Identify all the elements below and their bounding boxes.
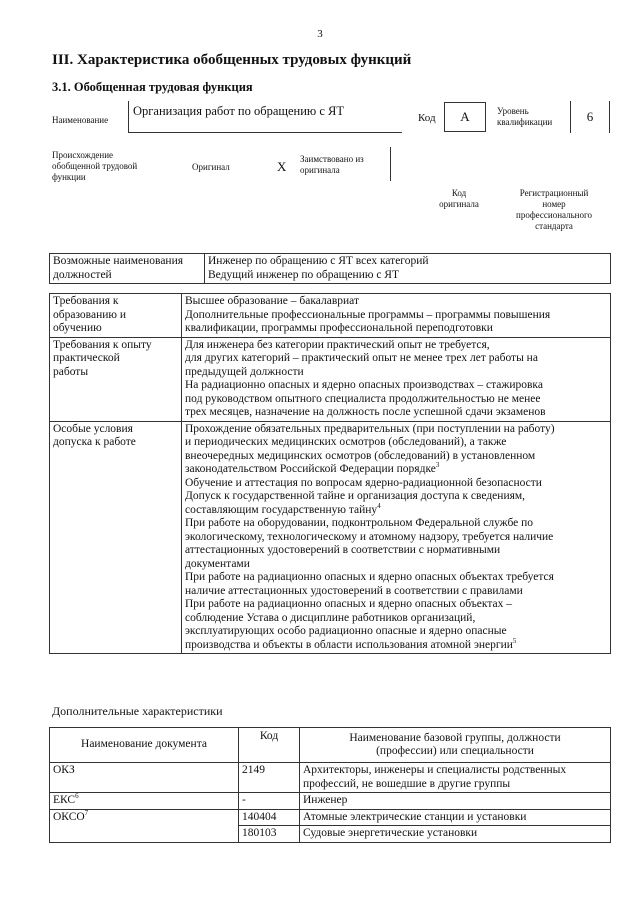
- requirement-value: [182, 294, 611, 338]
- footnote-mark: 3: [435, 461, 440, 470]
- document-cell: [50, 763, 239, 793]
- code-original-line-1: Код: [451, 188, 467, 198]
- requirement-line: [185, 490, 607, 504]
- requirement-line-text: Дополнительные профессиональные программы – программы повышения: [185, 308, 551, 321]
- page-number: 3: [317, 28, 323, 40]
- borrowed-label: [300, 154, 364, 176]
- original-label: Оригинал: [192, 162, 230, 172]
- requirement-line-text: При работе на радиационно опасных и ядерно опасных объектах –: [185, 598, 512, 610]
- requirement-line-text: При работе на оборудовании, подконтрольном Федеральной службе по: [185, 517, 534, 529]
- origin-label-line-2: обобщенной трудовой: [52, 161, 138, 171]
- requirement-line-text: документами: [185, 557, 250, 570]
- requirement-line-text: На радиационно опасных и ядерно опасных производствах – стажировка: [185, 379, 543, 391]
- requirement-label-line: Особые условия: [53, 422, 133, 435]
- requirement-line-text: соблюдение Устава о дисциплине работников организаций,: [185, 611, 476, 624]
- requirement-line-text: законодательством Российской Федерации порядке: [185, 463, 436, 475]
- requirement-line: [185, 393, 607, 407]
- origin-label-line-1: Происхождение: [52, 150, 114, 160]
- requirement-line-text: Обучение и аттестация по вопросам ядерно-радиационной безопасности: [185, 476, 542, 489]
- requirement-line-text: и периодических медицинских осмотров (обследований), а также: [185, 436, 507, 448]
- table-row: [50, 809, 611, 826]
- document-cell: [50, 793, 239, 810]
- requirement-line: [185, 612, 607, 626]
- header-code: Код: [239, 728, 300, 763]
- requirement-line-text: Высшее образование – бакалавриат: [185, 295, 359, 307]
- specialty-cell: [300, 763, 611, 793]
- positions-table: [49, 253, 611, 284]
- requirement-line: [185, 339, 607, 353]
- code-original-label: [424, 188, 494, 210]
- requirement-line-text: для других категорий – практический опыт не менее трех лет работы на: [185, 352, 538, 364]
- document-name: ОКСО: [53, 810, 85, 823]
- name-value: Организация работ по обращению с ЯТ: [133, 104, 345, 118]
- specialty-line: Атомные электрические станции и установки: [303, 810, 527, 823]
- positions-label-line-1: Возможные наименования: [53, 255, 184, 267]
- table-row: [50, 793, 611, 810]
- requirement-label-line: обучению: [53, 322, 102, 334]
- requirement-label-line: практической: [53, 352, 120, 364]
- document-cell: [50, 809, 239, 826]
- table-row: [50, 826, 611, 843]
- footnote-mark: 7: [84, 808, 89, 817]
- requirement-line-text: под руководством опытного специалиста продолжительностью не менее: [185, 392, 541, 405]
- section-title: III. Характеристика обобщенных трудовых функций: [52, 52, 412, 68]
- specialty-line: Судовые энергетические установки: [303, 827, 478, 839]
- specialty-cell: [300, 793, 611, 810]
- requirement-line: [185, 406, 607, 420]
- requirement-row: [50, 421, 611, 654]
- requirement-label: [50, 294, 182, 338]
- code-cell: 180103: [239, 826, 300, 843]
- header-document: Наименование документа: [50, 728, 239, 763]
- requirement-line: [185, 585, 607, 599]
- registration-line-4: стандарта: [535, 221, 573, 231]
- requirement-row: [50, 337, 611, 421]
- requirement-line-text: производства и объекты в области использования атомной энергии: [185, 638, 513, 651]
- position-line-1: Инженер по обращению с ЯТ всех категорий: [208, 255, 429, 267]
- requirement-line-text: При работе на радиационно опасных и ядерно опасных объектах требуется: [185, 571, 554, 583]
- requirement-line-text: эксплуатирующих особо радиационно опасные и ядерно опасные: [185, 625, 507, 637]
- requirement-line-text: Прохождение обязательных предварительных (при поступлении на работу): [185, 422, 555, 435]
- document-cell: [50, 826, 239, 843]
- position-line-2: Ведущий инженер по обращению с ЯТ: [208, 268, 399, 281]
- additional-table: [49, 727, 611, 843]
- document-name: ЕКС: [53, 794, 76, 806]
- level-label-line-2: квалификации: [497, 117, 553, 127]
- requirement-line-text: аттестационных удостоверений в соответствии с нормативными: [185, 544, 501, 556]
- requirement-line-text: внеочередных медицинских осмотров (обследований) в установленном: [185, 449, 536, 462]
- subsection-title: 3.1. Обобщенная трудовая функция: [52, 80, 253, 94]
- requirement-line: [185, 366, 607, 380]
- requirement-line: [185, 295, 607, 309]
- requirement-line-text: наличие аттестационных удостоверений в соответствии с правилами: [185, 584, 523, 597]
- code-cell: -: [239, 793, 300, 810]
- requirement-line: [185, 598, 607, 612]
- requirement-line: [185, 636, 607, 653]
- requirement-line: [185, 423, 607, 437]
- positions-label: [50, 254, 205, 284]
- requirement-line-text: Допуск к государственной тайне и организация доступа к сведениям,: [185, 490, 526, 502]
- specialty-line: Инженер: [303, 794, 348, 806]
- positions-values: [205, 254, 611, 284]
- requirement-line-text: экологическому, технологическому и атомному надзору, требуется наличие: [185, 530, 554, 543]
- code-original-line-2: оригинала: [439, 199, 479, 209]
- requirement-label-line: Требования к: [53, 295, 119, 307]
- requirement-line: [185, 571, 607, 585]
- requirement-line: [185, 544, 607, 558]
- registration-line-1: Регистрационный: [519, 188, 589, 198]
- borrowed-line-1: Заимствовано из: [300, 154, 364, 164]
- code-cell: 2149: [239, 763, 300, 793]
- registration-line-3: профессионального: [516, 210, 592, 220]
- requirement-line: [185, 463, 607, 477]
- level-label-line-1: Уровень: [497, 106, 529, 116]
- specialty-line: Архитекторы, инженеры и специалисты родственных: [303, 764, 567, 776]
- code-label: Код: [418, 112, 436, 124]
- requirement-line: [185, 450, 607, 464]
- requirements-table: [49, 293, 611, 654]
- requirement-label-line: допуска к работе: [53, 436, 136, 448]
- level-label: [497, 106, 552, 128]
- requirement-line: [185, 531, 607, 545]
- requirement-line: [185, 309, 607, 323]
- footnote-mark: 6: [75, 792, 79, 801]
- origin-label: [52, 150, 137, 183]
- specialty-cell: [300, 809, 611, 826]
- requirement-line: [185, 558, 607, 572]
- original-mark: X: [277, 159, 287, 174]
- requirement-line: [185, 625, 607, 639]
- requirement-label-line: образованию и: [53, 308, 126, 321]
- requirement-row: [50, 294, 611, 338]
- footnote-mark: 5: [512, 636, 517, 645]
- header-name-line-1: Наименование базовой группы, должности: [349, 731, 561, 744]
- name-label: Наименование: [52, 115, 109, 125]
- requirement-label: [50, 421, 182, 654]
- code-cell: 140404: [239, 809, 300, 826]
- footnote-mark: 4: [377, 501, 381, 510]
- requirement-line-text: Для инженера без категории практический опыт не требуется,: [185, 338, 490, 351]
- header-name: [300, 728, 611, 763]
- requirement-line: [185, 379, 607, 393]
- requirement-line: [185, 352, 607, 366]
- level-value: 6: [586, 109, 594, 124]
- requirement-line-text: составляющим государственную тайну: [185, 503, 378, 516]
- requirement-line: [185, 322, 607, 336]
- requirement-value: [182, 337, 611, 421]
- origin-label-line-3: функции: [52, 172, 86, 182]
- document-name: ОКЗ: [53, 764, 75, 776]
- registration-label: [502, 188, 606, 232]
- requirement-label-line: работы: [53, 365, 89, 378]
- requirement-line-text: предыдущей должности: [185, 365, 304, 378]
- additional-title: Дополнительные характеристики: [52, 704, 223, 718]
- specialty-cell: [300, 826, 611, 843]
- code-value: А: [460, 109, 470, 124]
- requirement-label-line: Требования к опыту: [53, 338, 152, 351]
- requirement-line-text: квалификации, программы профессиональной переподготовки: [185, 322, 493, 334]
- specialty-line: профессий, не вошедшие в другие группы: [303, 777, 511, 790]
- header-name-line-2: (профессии) или специальности: [376, 745, 534, 757]
- requirement-line: [185, 501, 607, 518]
- requirement-line: [185, 477, 607, 491]
- origin-divider: [390, 147, 391, 181]
- positions-label-line-2: должностей: [53, 268, 112, 281]
- requirement-line: [185, 436, 607, 450]
- requirement-value: [182, 421, 611, 654]
- table-row: [50, 763, 611, 793]
- requirement-line-text: трех месяцев, назначение на должность после успешной сдачи экзаменов: [185, 406, 546, 418]
- requirement-line: [185, 517, 607, 531]
- requirement-label: [50, 337, 182, 421]
- registration-line-2: номер: [542, 199, 566, 209]
- borrowed-line-2: оригинала: [300, 165, 340, 175]
